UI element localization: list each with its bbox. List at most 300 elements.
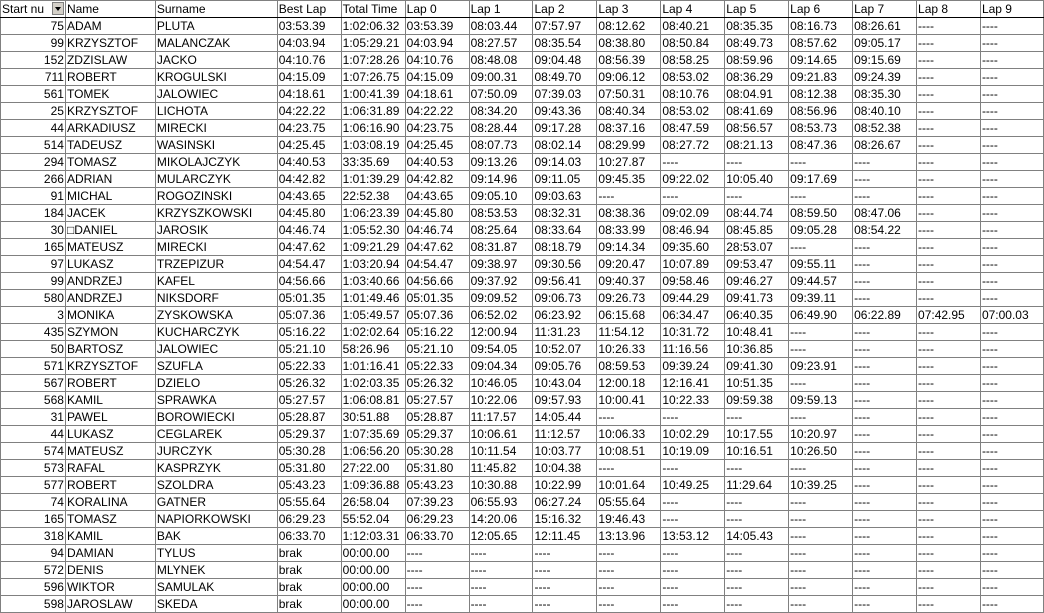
total-time-cell[interactable]: 00:00.00 xyxy=(341,596,405,613)
lap-3-cell[interactable]: ---- xyxy=(597,545,661,562)
lap-6-cell[interactable]: ---- xyxy=(789,579,853,596)
lap-1-cell[interactable]: 10:46.05 xyxy=(469,375,533,392)
surname-cell[interactable]: DZIELO xyxy=(155,375,277,392)
lap-4-cell[interactable]: 06:34.47 xyxy=(661,307,725,324)
lap-2-cell[interactable]: ---- xyxy=(533,596,597,613)
lap-2-cell[interactable]: 09:05.76 xyxy=(533,358,597,375)
lap-8-cell[interactable]: ---- xyxy=(917,154,981,171)
best-lap-cell[interactable]: 05:26.32 xyxy=(277,375,341,392)
name-cell[interactable]: PAWEL xyxy=(65,409,155,426)
name-cell[interactable]: JAROSLAW xyxy=(65,596,155,613)
total-time-cell[interactable]: 1:06:08.81 xyxy=(341,392,405,409)
surname-cell[interactable]: NAPIORKOWSKI xyxy=(155,511,277,528)
surname-cell[interactable]: MLYNEK xyxy=(155,562,277,579)
name-cell[interactable]: LUKASZ xyxy=(65,256,155,273)
surname-cell[interactable]: MIRECKI xyxy=(155,120,277,137)
lap-0-cell[interactable]: 05:43.23 xyxy=(405,477,469,494)
lap-0-cell[interactable]: 04:43.65 xyxy=(405,188,469,205)
best-lap-cell[interactable]: 05:29.37 xyxy=(277,426,341,443)
header-lap-7[interactable]: Lap 7 xyxy=(853,1,917,18)
lap-2-cell[interactable]: 09:14.03 xyxy=(533,154,597,171)
lap-8-cell[interactable]: ---- xyxy=(917,35,981,52)
lap-7-cell[interactable]: ---- xyxy=(853,562,917,579)
surname-cell[interactable]: JACKO xyxy=(155,52,277,69)
lap-6-cell[interactable]: ---- xyxy=(789,239,853,256)
lap-8-cell[interactable]: ---- xyxy=(917,545,981,562)
surname-cell[interactable]: SAMULAK xyxy=(155,579,277,596)
lap-5-cell[interactable]: 09:53.47 xyxy=(725,256,789,273)
lap-8-cell[interactable]: ---- xyxy=(917,256,981,273)
surname-cell[interactable]: SZOLDRA xyxy=(155,477,277,494)
lap-6-cell[interactable]: 09:39.11 xyxy=(789,290,853,307)
lap-0-cell[interactable]: 04:15.09 xyxy=(405,69,469,86)
lap-0-cell[interactable]: 04:40.53 xyxy=(405,154,469,171)
lap-8-cell[interactable]: ---- xyxy=(917,205,981,222)
lap-4-cell[interactable]: ---- xyxy=(661,579,725,596)
total-time-cell[interactable]: 1:02:02.64 xyxy=(341,324,405,341)
lap-0-cell[interactable]: ---- xyxy=(405,545,469,562)
lap-1-cell[interactable]: ---- xyxy=(469,579,533,596)
lap-9-cell[interactable]: ---- xyxy=(980,171,1043,188)
lap-3-cell[interactable]: 09:14.34 xyxy=(597,239,661,256)
lap-9-cell[interactable]: ---- xyxy=(980,120,1043,137)
total-time-cell[interactable]: 1:07:28.26 xyxy=(341,52,405,69)
best-lap-cell[interactable]: 05:30.28 xyxy=(277,443,341,460)
lap-7-cell[interactable]: ---- xyxy=(853,273,917,290)
lap-7-cell[interactable]: 08:40.10 xyxy=(853,103,917,120)
name-cell[interactable]: KRZYSZTOF xyxy=(65,358,155,375)
lap-4-cell[interactable]: 09:02.09 xyxy=(661,205,725,222)
lap-3-cell[interactable]: 09:26.73 xyxy=(597,290,661,307)
total-time-cell[interactable]: 27:22.00 xyxy=(341,460,405,477)
autofilter-dropdown-icon[interactable] xyxy=(52,2,64,15)
total-time-cell[interactable]: 30:51.88 xyxy=(341,409,405,426)
start-number-cell[interactable]: 266 xyxy=(1,171,66,188)
surname-cell[interactable]: SZUFLA xyxy=(155,358,277,375)
lap-3-cell[interactable]: 08:33.99 xyxy=(597,222,661,239)
lap-3-cell[interactable]: 08:38.36 xyxy=(597,205,661,222)
lap-7-cell[interactable]: ---- xyxy=(853,290,917,307)
lap-2-cell[interactable]: 14:05.44 xyxy=(533,409,597,426)
lap-7-cell[interactable]: ---- xyxy=(853,528,917,545)
name-cell[interactable]: KRZYSZTOF xyxy=(65,103,155,120)
lap-5-cell[interactable]: 08:56.57 xyxy=(725,120,789,137)
best-lap-cell[interactable]: 06:29.23 xyxy=(277,511,341,528)
lap-6-cell[interactable]: ---- xyxy=(789,528,853,545)
lap-3-cell[interactable]: 08:12.62 xyxy=(597,18,661,35)
best-lap-cell[interactable]: 05:28.87 xyxy=(277,409,341,426)
lap-3-cell[interactable]: 10:00.41 xyxy=(597,392,661,409)
total-time-cell[interactable]: 1:00:41.39 xyxy=(341,86,405,103)
lap-3-cell[interactable]: ---- xyxy=(597,460,661,477)
lap-5-cell[interactable]: ---- xyxy=(725,494,789,511)
lap-1-cell[interactable]: 10:06.61 xyxy=(469,426,533,443)
start-number-cell[interactable]: 97 xyxy=(1,256,66,273)
header-lap-9[interactable]: Lap 9 xyxy=(980,1,1043,18)
name-cell[interactable]: BARTOSZ xyxy=(65,341,155,358)
lap-1-cell[interactable]: 09:38.97 xyxy=(469,256,533,273)
lap-2-cell[interactable]: 09:30.56 xyxy=(533,256,597,273)
start-number-cell[interactable]: 30 xyxy=(1,222,66,239)
best-lap-cell[interactable]: 04:54.47 xyxy=(277,256,341,273)
lap-0-cell[interactable]: 06:33.70 xyxy=(405,528,469,545)
total-time-cell[interactable]: 55:52.04 xyxy=(341,511,405,528)
header-lap-8[interactable]: Lap 8 xyxy=(917,1,981,18)
lap-2-cell[interactable]: 12:11.45 xyxy=(533,528,597,545)
lap-0-cell[interactable]: 05:31.80 xyxy=(405,460,469,477)
lap-9-cell[interactable]: ---- xyxy=(980,69,1043,86)
lap-2-cell[interactable]: 09:17.28 xyxy=(533,120,597,137)
lap-4-cell[interactable]: 08:58.25 xyxy=(661,52,725,69)
lap-4-cell[interactable]: 10:07.89 xyxy=(661,256,725,273)
lap-7-cell[interactable]: 08:47.06 xyxy=(853,205,917,222)
lap-0-cell[interactable]: ---- xyxy=(405,579,469,596)
lap-3-cell[interactable]: 09:40.37 xyxy=(597,273,661,290)
lap-1-cell[interactable]: 08:03.44 xyxy=(469,18,533,35)
lap-6-cell[interactable]: 08:56.96 xyxy=(789,103,853,120)
start-number-cell[interactable]: 514 xyxy=(1,137,66,154)
lap-2-cell[interactable]: 08:18.79 xyxy=(533,239,597,256)
start-number-cell[interactable]: 25 xyxy=(1,103,66,120)
start-number-cell[interactable]: 574 xyxy=(1,443,66,460)
start-number-cell[interactable]: 50 xyxy=(1,341,66,358)
total-time-cell[interactable]: 1:06:56.20 xyxy=(341,443,405,460)
best-lap-cell[interactable]: 04:22.22 xyxy=(277,103,341,120)
lap-3-cell[interactable]: 08:40.34 xyxy=(597,103,661,120)
lap-8-cell[interactable]: ---- xyxy=(917,596,981,613)
total-time-cell[interactable]: 1:05:29.21 xyxy=(341,35,405,52)
best-lap-cell[interactable]: 05:22.33 xyxy=(277,358,341,375)
total-time-cell[interactable]: 1:05:49.57 xyxy=(341,307,405,324)
start-number-cell[interactable]: 294 xyxy=(1,154,66,171)
lap-9-cell[interactable]: ---- xyxy=(980,409,1043,426)
lap-8-cell[interactable]: ---- xyxy=(917,69,981,86)
lap-1-cell[interactable]: 09:14.96 xyxy=(469,171,533,188)
lap-7-cell[interactable]: ---- xyxy=(853,409,917,426)
surname-cell[interactable]: MALANCZAK xyxy=(155,35,277,52)
total-time-cell[interactable]: 33:35.69 xyxy=(341,154,405,171)
lap-5-cell[interactable]: 28:53.07 xyxy=(725,239,789,256)
lap-6-cell[interactable]: 10:20.97 xyxy=(789,426,853,443)
lap-4-cell[interactable]: 08:50.84 xyxy=(661,35,725,52)
lap-3-cell[interactable]: 12:00.18 xyxy=(597,375,661,392)
lap-0-cell[interactable]: 04:03.94 xyxy=(405,35,469,52)
lap-8-cell[interactable]: ---- xyxy=(917,239,981,256)
header-lap-3[interactable]: Lap 3 xyxy=(597,1,661,18)
lap-3-cell[interactable]: 11:54.12 xyxy=(597,324,661,341)
lap-1-cell[interactable]: 08:28.44 xyxy=(469,120,533,137)
total-time-cell[interactable]: 1:06:16.90 xyxy=(341,120,405,137)
lap-1-cell[interactable]: 08:27.57 xyxy=(469,35,533,52)
lap-4-cell[interactable]: 08:47.59 xyxy=(661,120,725,137)
lap-0-cell[interactable]: 05:27.57 xyxy=(405,392,469,409)
lap-3-cell[interactable]: 08:38.80 xyxy=(597,35,661,52)
lap-8-cell[interactable]: ---- xyxy=(917,528,981,545)
header-lap-6[interactable]: Lap 6 xyxy=(789,1,853,18)
lap-2-cell[interactable]: 09:57.93 xyxy=(533,392,597,409)
name-cell[interactable]: ANDRZEJ xyxy=(65,290,155,307)
lap-5-cell[interactable]: ---- xyxy=(725,596,789,613)
best-lap-cell[interactable]: 04:45.80 xyxy=(277,205,341,222)
lap-9-cell[interactable]: ---- xyxy=(980,511,1043,528)
lap-4-cell[interactable]: ---- xyxy=(661,562,725,579)
lap-2-cell[interactable]: 07:39.03 xyxy=(533,86,597,103)
surname-cell[interactable]: BAK xyxy=(155,528,277,545)
name-cell[interactable]: ARKADIUSZ xyxy=(65,120,155,137)
surname-cell[interactable]: KAFEL xyxy=(155,273,277,290)
best-lap-cell[interactable]: 04:10.76 xyxy=(277,52,341,69)
lap-4-cell[interactable]: ---- xyxy=(661,545,725,562)
lap-1-cell[interactable]: 10:11.54 xyxy=(469,443,533,460)
lap-0-cell[interactable]: ---- xyxy=(405,596,469,613)
lap-5-cell[interactable]: 06:40.35 xyxy=(725,307,789,324)
lap-5-cell[interactable]: 10:05.40 xyxy=(725,171,789,188)
lap-5-cell[interactable]: 08:44.74 xyxy=(725,205,789,222)
name-cell[interactable]: LUKASZ xyxy=(65,426,155,443)
start-number-cell[interactable]: 74 xyxy=(1,494,66,511)
lap-6-cell[interactable]: 06:49.90 xyxy=(789,307,853,324)
lap-2-cell[interactable]: 08:49.70 xyxy=(533,69,597,86)
header-surname[interactable]: Surname xyxy=(155,1,277,18)
lap-5-cell[interactable]: 10:48.41 xyxy=(725,324,789,341)
start-number-cell[interactable]: 165 xyxy=(1,239,66,256)
name-cell[interactable]: TADEUSZ xyxy=(65,137,155,154)
lap-1-cell[interactable]: 07:50.09 xyxy=(469,86,533,103)
lap-3-cell[interactable]: 10:27.87 xyxy=(597,154,661,171)
lap-0-cell[interactable]: ---- xyxy=(405,562,469,579)
lap-0-cell[interactable]: 04:56.66 xyxy=(405,273,469,290)
lap-6-cell[interactable]: ---- xyxy=(789,596,853,613)
lap-7-cell[interactable]: ---- xyxy=(853,545,917,562)
surname-cell[interactable]: JALOWIEC xyxy=(155,86,277,103)
lap-1-cell[interactable]: 06:52.02 xyxy=(469,307,533,324)
total-time-cell[interactable]: 1:02:03.35 xyxy=(341,375,405,392)
lap-1-cell[interactable]: 14:20.06 xyxy=(469,511,533,528)
lap-9-cell[interactable]: ---- xyxy=(980,18,1043,35)
start-number-cell[interactable]: 44 xyxy=(1,426,66,443)
lap-1-cell[interactable]: 08:31.87 xyxy=(469,239,533,256)
header-total-time[interactable]: Total Time xyxy=(341,1,405,18)
lap-7-cell[interactable]: ---- xyxy=(853,341,917,358)
best-lap-cell[interactable]: brak xyxy=(277,579,341,596)
surname-cell[interactable]: TRZEPIZUR xyxy=(155,256,277,273)
name-cell[interactable]: WIKTOR xyxy=(65,579,155,596)
lap-3-cell[interactable]: 06:15.68 xyxy=(597,307,661,324)
total-time-cell[interactable]: 58:26.96 xyxy=(341,341,405,358)
total-time-cell[interactable]: 1:01:49.46 xyxy=(341,290,405,307)
header-lap-4[interactable]: Lap 4 xyxy=(661,1,725,18)
lap-3-cell[interactable]: 09:06.12 xyxy=(597,69,661,86)
lap-1-cell[interactable]: 10:30.88 xyxy=(469,477,533,494)
lap-3-cell[interactable]: ---- xyxy=(597,562,661,579)
lap-9-cell[interactable]: 07:00.03 xyxy=(980,307,1043,324)
lap-9-cell[interactable]: ---- xyxy=(980,579,1043,596)
lap-5-cell[interactable]: 11:29.64 xyxy=(725,477,789,494)
surname-cell[interactable]: GATNER xyxy=(155,494,277,511)
lap-8-cell[interactable]: ---- xyxy=(917,52,981,69)
start-number-cell[interactable]: 435 xyxy=(1,324,66,341)
lap-0-cell[interactable]: 07:39.23 xyxy=(405,494,469,511)
lap-6-cell[interactable]: 08:53.73 xyxy=(789,120,853,137)
lap-2-cell[interactable]: 06:23.92 xyxy=(533,307,597,324)
best-lap-cell[interactable]: 05:07.36 xyxy=(277,307,341,324)
lap-2-cell[interactable]: 08:35.54 xyxy=(533,35,597,52)
best-lap-cell[interactable]: 04:43.65 xyxy=(277,188,341,205)
lap-1-cell[interactable]: ---- xyxy=(469,596,533,613)
lap-7-cell[interactable]: 08:52.38 xyxy=(853,120,917,137)
lap-7-cell[interactable]: 09:15.69 xyxy=(853,52,917,69)
lap-4-cell[interactable]: ---- xyxy=(661,596,725,613)
surname-cell[interactable]: MULARCZYK xyxy=(155,171,277,188)
lap-4-cell[interactable]: 10:19.09 xyxy=(661,443,725,460)
lap-1-cell[interactable]: 09:37.92 xyxy=(469,273,533,290)
name-cell[interactable]: ZDZISLAW xyxy=(65,52,155,69)
name-cell[interactable]: TOMASZ xyxy=(65,511,155,528)
lap-7-cell[interactable]: ---- xyxy=(853,579,917,596)
lap-4-cell[interactable]: ---- xyxy=(661,460,725,477)
header-start-number[interactable] xyxy=(1,1,66,18)
lap-7-cell[interactable]: 08:35.30 xyxy=(853,86,917,103)
total-time-cell[interactable]: 1:02:06.32 xyxy=(341,18,405,35)
lap-1-cell[interactable]: 09:00.31 xyxy=(469,69,533,86)
surname-cell[interactable]: KASPRZYK xyxy=(155,460,277,477)
lap-4-cell[interactable]: ---- xyxy=(661,511,725,528)
lap-6-cell[interactable]: ---- xyxy=(789,494,853,511)
lap-8-cell[interactable]: ---- xyxy=(917,409,981,426)
lap-3-cell[interactable]: ---- xyxy=(597,579,661,596)
lap-1-cell[interactable]: 09:04.34 xyxy=(469,358,533,375)
lap-9-cell[interactable]: ---- xyxy=(980,392,1043,409)
header-name[interactable]: Name xyxy=(65,1,155,18)
lap-9-cell[interactable]: ---- xyxy=(980,86,1043,103)
lap-9-cell[interactable]: ---- xyxy=(980,137,1043,154)
best-lap-cell[interactable]: 04:15.09 xyxy=(277,69,341,86)
lap-7-cell[interactable]: ---- xyxy=(853,511,917,528)
lap-5-cell[interactable]: 09:41.73 xyxy=(725,290,789,307)
lap-2-cell[interactable]: 11:31.23 xyxy=(533,324,597,341)
lap-2-cell[interactable]: ---- xyxy=(533,562,597,579)
lap-9-cell[interactable]: ---- xyxy=(980,494,1043,511)
lap-0-cell[interactable]: 04:42.82 xyxy=(405,171,469,188)
start-number-cell[interactable]: 75 xyxy=(1,18,66,35)
name-cell[interactable]: ROBERT xyxy=(65,375,155,392)
surname-cell[interactable]: KROGULSKI xyxy=(155,69,277,86)
lap-4-cell[interactable]: 08:40.21 xyxy=(661,18,725,35)
lap-8-cell[interactable]: ---- xyxy=(917,103,981,120)
surname-cell[interactable]: SPRAWKA xyxy=(155,392,277,409)
best-lap-cell[interactable]: brak xyxy=(277,562,341,579)
lap-8-cell[interactable]: ---- xyxy=(917,511,981,528)
lap-6-cell[interactable]: ---- xyxy=(789,545,853,562)
total-time-cell[interactable]: 1:03:08.19 xyxy=(341,137,405,154)
surname-cell[interactable]: ZYSKOWSKA xyxy=(155,307,277,324)
lap-9-cell[interactable]: ---- xyxy=(980,460,1043,477)
lap-6-cell[interactable]: 10:39.25 xyxy=(789,477,853,494)
total-time-cell[interactable]: 1:03:40.66 xyxy=(341,273,405,290)
lap-1-cell[interactable]: 08:53.53 xyxy=(469,205,533,222)
lap-8-cell[interactable]: ---- xyxy=(917,222,981,239)
lap-6-cell[interactable]: 10:26.50 xyxy=(789,443,853,460)
best-lap-cell[interactable]: 04:03.94 xyxy=(277,35,341,52)
lap-7-cell[interactable]: 08:26.61 xyxy=(853,18,917,35)
start-number-cell[interactable]: 577 xyxy=(1,477,66,494)
lap-0-cell[interactable]: 05:07.36 xyxy=(405,307,469,324)
surname-cell[interactable]: JAROSIK xyxy=(155,222,277,239)
header-lap-0[interactable]: Lap 0 xyxy=(405,1,469,18)
lap-2-cell[interactable]: 09:56.41 xyxy=(533,273,597,290)
lap-5-cell[interactable]: ---- xyxy=(725,579,789,596)
name-cell[interactable]: MICHAL xyxy=(65,188,155,205)
lap-9-cell[interactable]: ---- xyxy=(980,426,1043,443)
lap-7-cell[interactable]: ---- xyxy=(853,375,917,392)
lap-4-cell[interactable]: 08:53.02 xyxy=(661,103,725,120)
start-number-cell[interactable]: 572 xyxy=(1,562,66,579)
surname-cell[interactable]: BOROWIECKI xyxy=(155,409,277,426)
lap-1-cell[interactable]: 08:48.08 xyxy=(469,52,533,69)
lap-5-cell[interactable]: 14:05.43 xyxy=(725,528,789,545)
start-number-cell[interactable]: 596 xyxy=(1,579,66,596)
start-number-cell[interactable]: 561 xyxy=(1,86,66,103)
surname-cell[interactable]: SKEDA xyxy=(155,596,277,613)
lap-6-cell[interactable]: 08:59.50 xyxy=(789,205,853,222)
lap-2-cell[interactable]: 08:02.14 xyxy=(533,137,597,154)
lap-4-cell[interactable]: 10:02.29 xyxy=(661,426,725,443)
lap-4-cell[interactable]: 09:22.02 xyxy=(661,171,725,188)
name-cell[interactable]: JACEK xyxy=(65,205,155,222)
lap-3-cell[interactable]: ---- xyxy=(597,596,661,613)
best-lap-cell[interactable]: brak xyxy=(277,596,341,613)
lap-1-cell[interactable]: 09:09.52 xyxy=(469,290,533,307)
lap-7-cell[interactable]: ---- xyxy=(853,188,917,205)
start-number-cell[interactable]: 711 xyxy=(1,69,66,86)
surname-cell[interactable]: KUCHARCZYK xyxy=(155,324,277,341)
lap-9-cell[interactable]: ---- xyxy=(980,256,1043,273)
lap-0-cell[interactable]: 04:47.62 xyxy=(405,239,469,256)
name-cell[interactable]: KRZYSZTOF xyxy=(65,35,155,52)
lap-8-cell[interactable]: ---- xyxy=(917,341,981,358)
lap-4-cell[interactable]: 08:53.02 xyxy=(661,69,725,86)
lap-8-cell[interactable]: ---- xyxy=(917,443,981,460)
lap-2-cell[interactable]: 06:27.24 xyxy=(533,494,597,511)
lap-7-cell[interactable]: 06:22.89 xyxy=(853,307,917,324)
lap-2-cell[interactable]: 09:43.36 xyxy=(533,103,597,120)
lap-7-cell[interactable]: ---- xyxy=(853,324,917,341)
header-best-lap[interactable]: Best Lap xyxy=(277,1,341,18)
lap-5-cell[interactable]: 10:16.51 xyxy=(725,443,789,460)
lap-9-cell[interactable]: ---- xyxy=(980,205,1043,222)
lap-5-cell[interactable]: 08:45.85 xyxy=(725,222,789,239)
lap-6-cell[interactable]: ---- xyxy=(789,324,853,341)
lap-1-cell[interactable]: ---- xyxy=(469,545,533,562)
lap-5-cell[interactable]: 09:41.30 xyxy=(725,358,789,375)
lap-3-cell[interactable]: 10:26.33 xyxy=(597,341,661,358)
lap-6-cell[interactable]: 08:57.62 xyxy=(789,35,853,52)
lap-7-cell[interactable]: ---- xyxy=(853,154,917,171)
name-cell[interactable]: RAFAL xyxy=(65,460,155,477)
lap-0-cell[interactable]: 05:01.35 xyxy=(405,290,469,307)
lap-0-cell[interactable]: 04:18.61 xyxy=(405,86,469,103)
lap-5-cell[interactable]: 09:46.27 xyxy=(725,273,789,290)
lap-7-cell[interactable]: ---- xyxy=(853,239,917,256)
lap-4-cell[interactable]: 13:53.12 xyxy=(661,528,725,545)
lap-6-cell[interactable]: 08:12.38 xyxy=(789,86,853,103)
lap-8-cell[interactable]: ---- xyxy=(917,375,981,392)
lap-1-cell[interactable]: 09:05.10 xyxy=(469,188,533,205)
lap-4-cell[interactable]: 10:22.33 xyxy=(661,392,725,409)
lap-9-cell[interactable]: ---- xyxy=(980,239,1043,256)
lap-1-cell[interactable]: 11:17.57 xyxy=(469,409,533,426)
lap-2-cell[interactable]: 10:03.77 xyxy=(533,443,597,460)
